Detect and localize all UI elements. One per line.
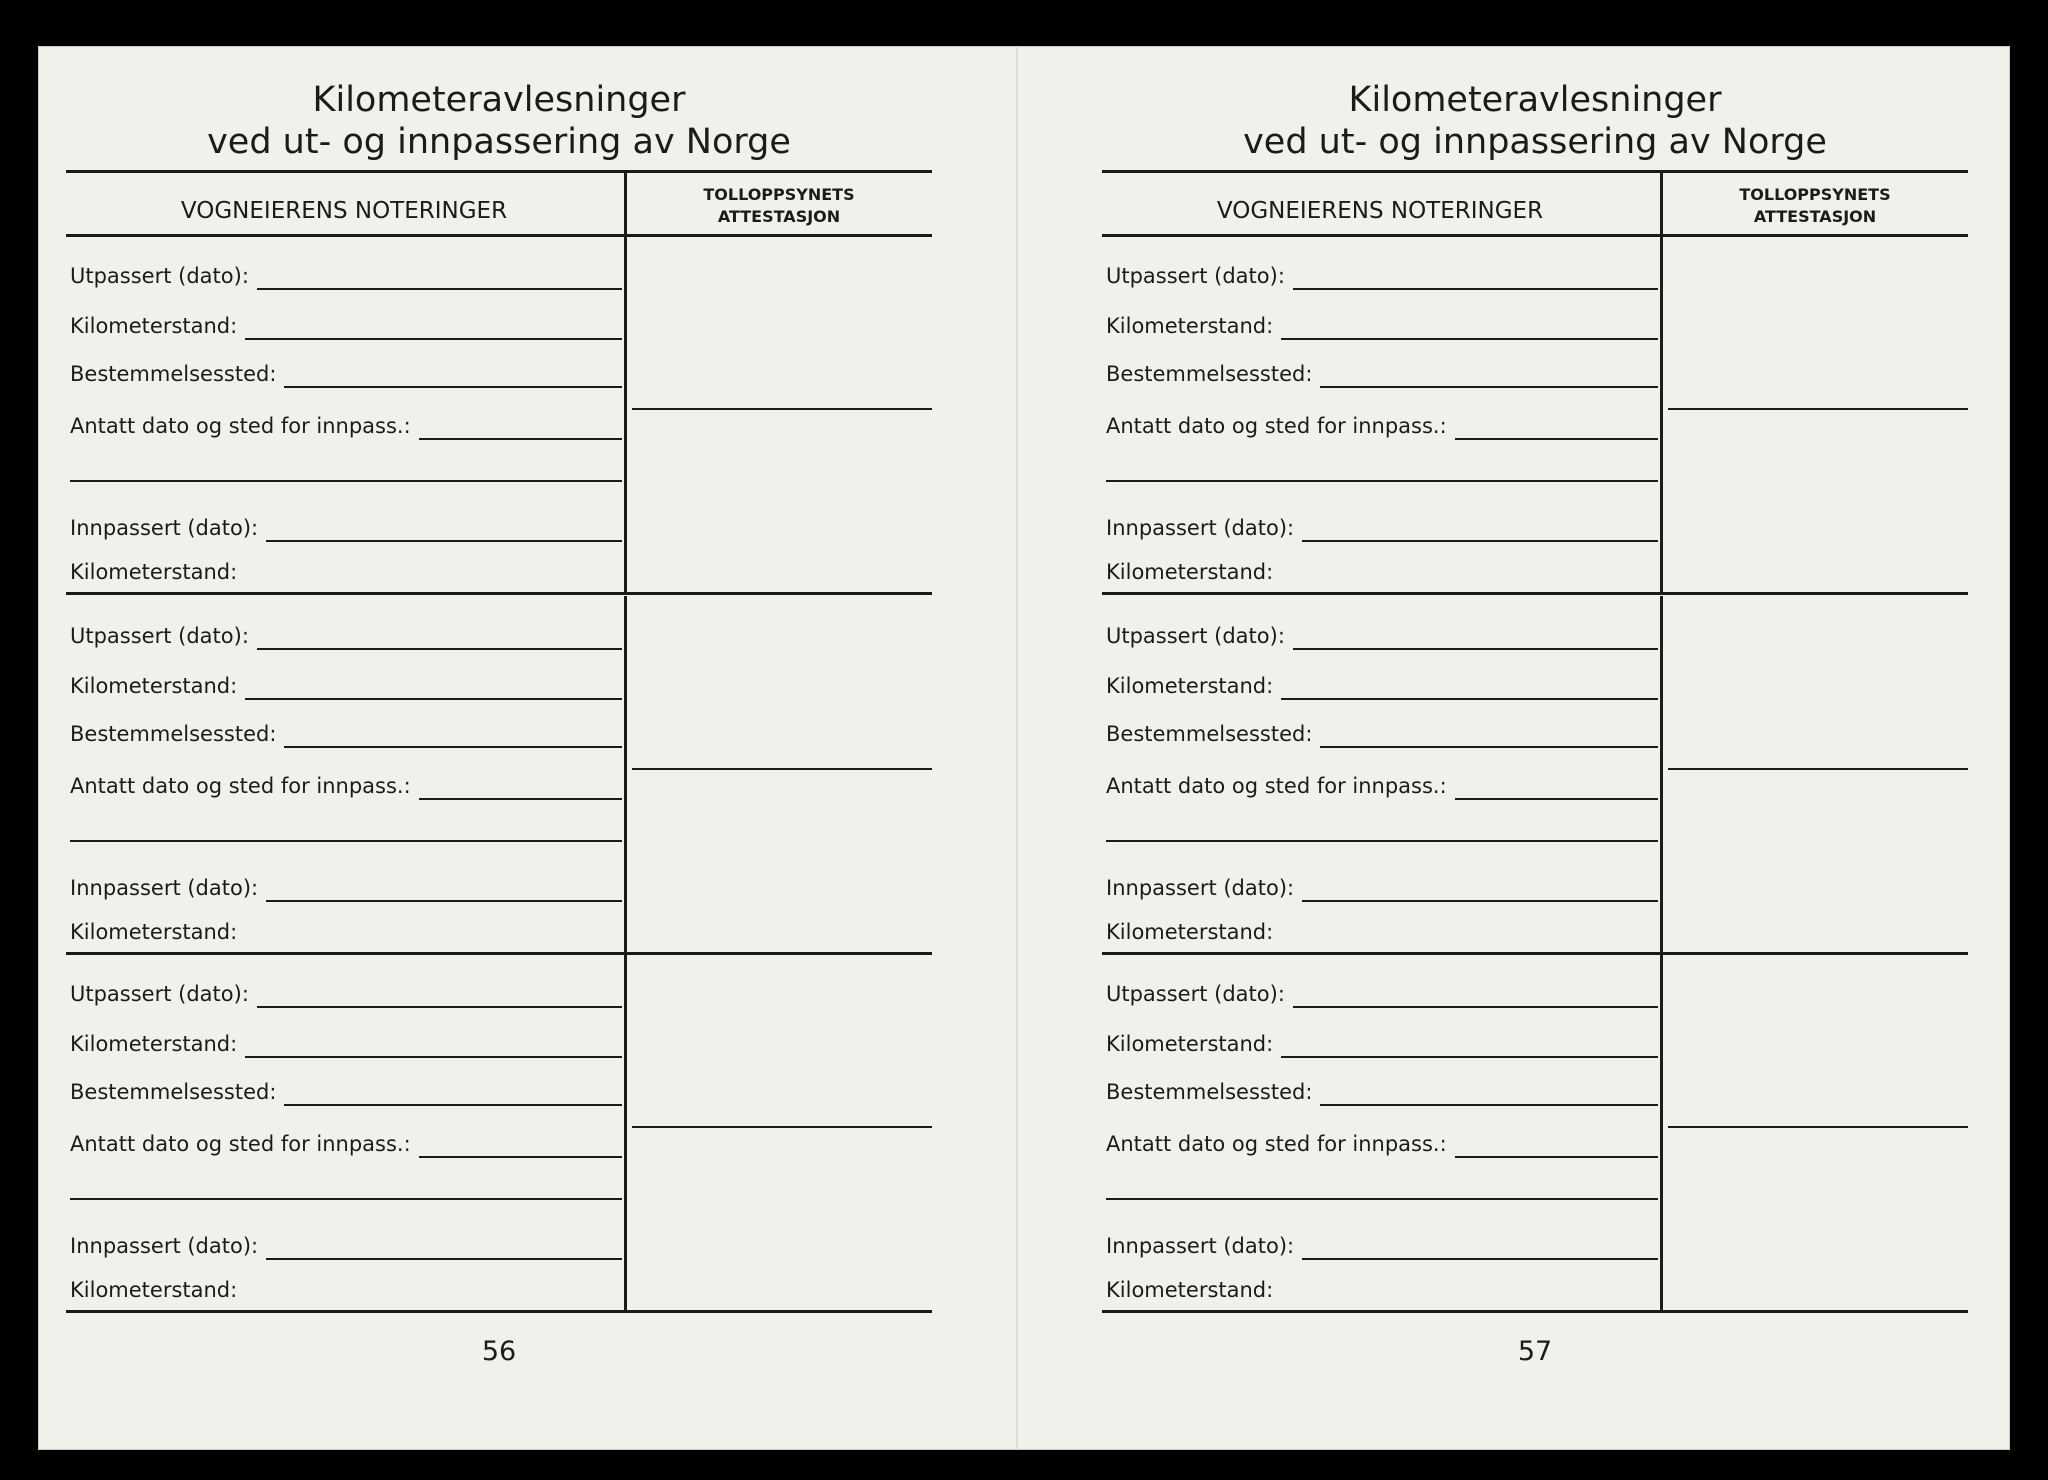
form-title-line-1: Kilometeravlesninger (312, 80, 686, 120)
field-entered-date-label: Innpassert (dato): (1106, 1234, 1295, 1258)
field-departed-date-label: Utpassert (dato): (70, 264, 249, 288)
field-departed-date (70, 972, 622, 1008)
field-odometer-in (70, 550, 622, 586)
form-title-line-2: ved ut- og innpassering av Norge (207, 122, 791, 162)
field-departed-date (70, 614, 622, 650)
customs-column-divider (1660, 596, 1663, 952)
column-header-customs-line-1: TOLLOPPSYNETS (1739, 185, 1891, 204)
field-destination (70, 352, 622, 388)
entry-block (66, 596, 932, 954)
field-destination-label: Bestemmelsessted: (70, 1080, 277, 1104)
field-odometer-out-line[interactable] (1281, 337, 1658, 340)
field-entered-date-label: Innpassert (dato): (70, 876, 259, 900)
field-odometer-out-label: Kilometerstand: (1106, 674, 1274, 698)
field-odometer-in-label: Kilometerstand: (1106, 560, 1274, 584)
field-departed-date (1106, 254, 1658, 290)
entry-block-bottom-rule (66, 592, 932, 595)
field-expected-entry-continuation-line[interactable] (1106, 840, 1658, 842)
field-expected-entry (1106, 764, 1658, 800)
customs-column-divider (624, 236, 627, 592)
page-right (1102, 78, 1968, 1398)
field-destination-line[interactable] (284, 1103, 622, 1106)
field-departed-date-label: Utpassert (dato): (1106, 264, 1285, 288)
column-header-customs-line-2: ATTESTASJON (1753, 207, 1877, 226)
customs-stamp-divider (632, 1126, 932, 1128)
field-expected-entry-line[interactable] (1455, 797, 1658, 800)
field-expected-entry-label: Antatt dato og sted for innpass.: (1106, 774, 1447, 798)
header-column-divider (624, 172, 627, 234)
field-entered-date-line[interactable] (266, 539, 622, 542)
entry-block (1102, 596, 1968, 954)
field-entered-date-label: Innpassert (dato): (1106, 876, 1295, 900)
field-destination-label: Bestemmelsessted: (1106, 722, 1313, 746)
field-departed-date (70, 254, 622, 290)
field-departed-date-line[interactable] (1293, 1005, 1658, 1008)
form-title-line-1: Kilometeravlesninger (1348, 80, 1722, 120)
entry-block-bottom-rule (66, 1310, 932, 1313)
field-odometer-out (1106, 304, 1658, 340)
field-odometer-out-line[interactable] (245, 337, 622, 340)
field-expected-entry-line[interactable] (419, 437, 622, 440)
customs-stamp-divider (1668, 408, 1968, 410)
field-expected-entry-continuation-line[interactable] (70, 480, 622, 482)
customs-column-divider (624, 954, 627, 1310)
field-departed-date-label: Utpassert (dato): (1106, 982, 1285, 1006)
column-header-owner-notes: VOGNEIERENS NOTERINGER (180, 198, 508, 224)
field-odometer-out-line[interactable] (1281, 697, 1658, 700)
entry-block-bottom-rule (1102, 592, 1968, 595)
entry-block (66, 236, 932, 594)
field-departed-date-line[interactable] (257, 1005, 622, 1008)
customs-column-divider (1660, 236, 1663, 592)
field-entered-date-line[interactable] (1302, 899, 1658, 902)
field-odometer-out (70, 664, 622, 700)
field-odometer-out-line[interactable] (245, 1055, 622, 1058)
field-departed-date (1106, 972, 1658, 1008)
field-entered-date-line[interactable] (1302, 539, 1658, 542)
field-odometer-out-label: Kilometerstand: (1106, 314, 1274, 338)
field-expected-entry (1106, 404, 1658, 440)
field-destination-line[interactable] (284, 385, 622, 388)
field-expected-entry-continuation-line[interactable] (1106, 1198, 1658, 1200)
field-departed-date-line[interactable] (257, 287, 622, 290)
field-destination-line[interactable] (1320, 1103, 1658, 1106)
field-destination-line[interactable] (1320, 385, 1658, 388)
field-expected-entry-continuation-line[interactable] (70, 840, 622, 842)
field-odometer-out (1106, 664, 1658, 700)
page-number: 57 (1517, 1336, 1553, 1367)
field-odometer-out-label: Kilometerstand: (70, 674, 238, 698)
field-departed-date-label: Utpassert (dato): (70, 982, 249, 1006)
field-entered-date (70, 1224, 622, 1260)
field-odometer-in-label: Kilometerstand: (70, 1278, 238, 1302)
field-odometer-out (70, 304, 622, 340)
field-entered-date-line[interactable] (1302, 1257, 1658, 1260)
customs-stamp-divider (632, 768, 932, 770)
field-expected-entry-line[interactable] (1455, 437, 1658, 440)
form-title-line-2: ved ut- og innpassering av Norge (1243, 122, 1827, 162)
field-odometer-out-label: Kilometerstand: (70, 314, 238, 338)
field-odometer-out-line[interactable] (1281, 1055, 1658, 1058)
field-entered-date (1106, 506, 1658, 542)
field-destination-label: Bestemmelsessted: (70, 722, 277, 746)
field-odometer-out-label: Kilometerstand: (1106, 1032, 1274, 1056)
field-entered-date-line[interactable] (266, 899, 622, 902)
customs-column-divider (1660, 954, 1663, 1310)
field-expected-entry (70, 764, 622, 800)
field-entered-date-label: Innpassert (dato): (70, 516, 259, 540)
field-expected-entry (1106, 1122, 1658, 1158)
field-odometer-in (70, 1268, 622, 1304)
field-destination-line[interactable] (284, 745, 622, 748)
header-top-rule (1102, 170, 1968, 173)
field-entered-date-line[interactable] (266, 1257, 622, 1260)
field-odometer-in (1106, 910, 1658, 946)
column-header-owner-notes: VOGNEIERENS NOTERINGER (1216, 198, 1544, 224)
customs-column-divider (624, 596, 627, 952)
field-destination-label: Bestemmelsessted: (70, 362, 277, 386)
field-destination-label: Bestemmelsessted: (1106, 362, 1313, 386)
customs-stamp-divider (632, 408, 932, 410)
field-departed-date-label: Utpassert (dato): (1106, 624, 1285, 648)
entry-block (66, 954, 932, 1312)
field-departed-date (1106, 614, 1658, 650)
field-destination-line[interactable] (1320, 745, 1658, 748)
header-top-rule (66, 170, 932, 173)
field-departed-date-line[interactable] (1293, 287, 1658, 290)
field-expected-entry-label: Antatt dato og sted for innpass.: (70, 414, 411, 438)
field-destination (1106, 1070, 1658, 1106)
field-odometer-out (70, 1022, 622, 1058)
field-departed-date-label: Utpassert (dato): (70, 624, 249, 648)
entry-block-bottom-rule (1102, 1310, 1968, 1313)
field-entered-date-label: Innpassert (dato): (70, 1234, 259, 1258)
field-odometer-out-label: Kilometerstand: (70, 1032, 238, 1056)
field-odometer-in-label: Kilometerstand: (1106, 920, 1274, 944)
field-expected-entry-label: Antatt dato og sted for innpass.: (1106, 1132, 1447, 1156)
field-expected-entry-continuation-line[interactable] (1106, 480, 1658, 482)
field-destination (70, 712, 622, 748)
field-expected-entry-label: Antatt dato og sted for innpass.: (1106, 414, 1447, 438)
field-entered-date (1106, 866, 1658, 902)
field-odometer-out-line[interactable] (245, 697, 622, 700)
field-entered-date (1106, 1224, 1658, 1260)
column-header-customs-line-1: TOLLOPPSYNETS (703, 185, 855, 204)
field-expected-entry-continuation-line[interactable] (70, 1198, 622, 1200)
field-destination (1106, 712, 1658, 748)
field-odometer-in-label: Kilometerstand: (70, 920, 238, 944)
field-entered-date (70, 866, 622, 902)
page-left (66, 78, 932, 1398)
field-entered-date (70, 506, 622, 542)
field-odometer-in (1106, 550, 1658, 586)
column-header-customs-line-2: ATTESTASJON (717, 207, 841, 226)
field-departed-date-line[interactable] (257, 647, 622, 650)
field-departed-date-line[interactable] (1293, 647, 1658, 650)
field-expected-entry-line[interactable] (419, 797, 622, 800)
field-expected-entry-label: Antatt dato og sted for innpass.: (70, 774, 411, 798)
field-entered-date-label: Innpassert (dato): (1106, 516, 1295, 540)
field-expected-entry-line[interactable] (1455, 1155, 1658, 1158)
field-odometer-in (70, 910, 622, 946)
field-expected-entry (70, 404, 622, 440)
customs-stamp-divider (1668, 1126, 1968, 1128)
header-column-divider (1660, 172, 1663, 234)
entry-block (1102, 236, 1968, 594)
field-destination (1106, 352, 1658, 388)
field-expected-entry (70, 1122, 622, 1158)
field-odometer-in (1106, 1268, 1658, 1304)
page-number: 56 (481, 1336, 517, 1367)
field-destination-label: Bestemmelsessted: (1106, 1080, 1313, 1104)
field-odometer-out (1106, 1022, 1658, 1058)
field-expected-entry-line[interactable] (419, 1155, 622, 1158)
center-fold (1016, 46, 1018, 1450)
entry-block (1102, 954, 1968, 1312)
customs-stamp-divider (1668, 768, 1968, 770)
field-expected-entry-label: Antatt dato og sted for innpass.: (70, 1132, 411, 1156)
field-odometer-in-label: Kilometerstand: (70, 560, 238, 584)
field-odometer-in-label: Kilometerstand: (1106, 1278, 1274, 1302)
field-destination (70, 1070, 622, 1106)
